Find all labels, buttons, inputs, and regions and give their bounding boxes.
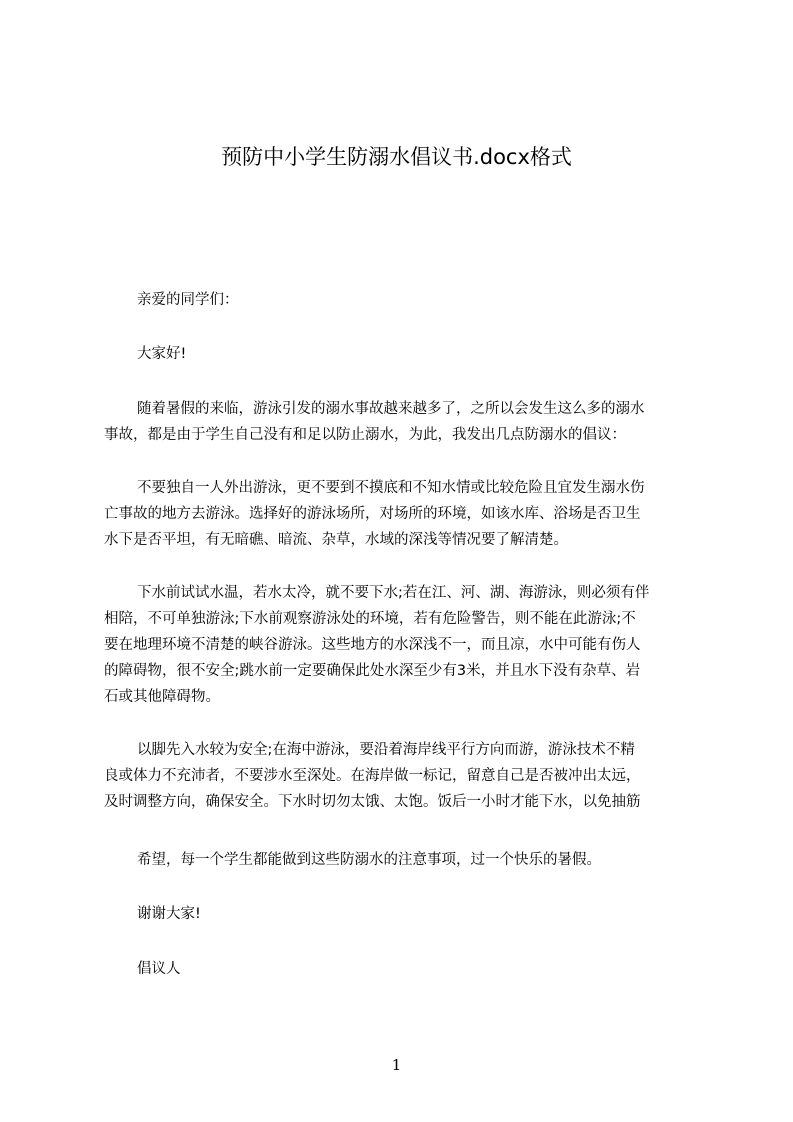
paragraph-intro — [104, 396, 704, 448]
paragraph-line: 良或体力不充沛者，不要涉水至深处。在海岸做一标记，留意自己是否被冲出太远， — [104, 768, 641, 784]
paragraph-line: 下水前试试水温，若水太冷，就不要下水;若在江、河、湖、海游泳，则必须有伴 — [137, 585, 650, 601]
paragraph-line: 不要独自一人外出游泳，更不要到不摸底和不知水情或比较危险且宜发生溺水伤 — [137, 480, 645, 496]
paragraph-line: 以脚先入水较为安全;在海中游泳，要沿着海岸线平行方向而游，游泳技术不精 — [137, 742, 635, 758]
paragraph-line: 石或其他障碍物。 — [104, 689, 220, 705]
thanks — [104, 901, 737, 927]
signature — [104, 956, 737, 982]
paragraph-line: 要在地理环境不清楚的峡谷游泳。这些地方的水深浅不一，而且凉，水中可能有伤人 — [104, 637, 641, 653]
paragraph-line: 相陪，不可单独游泳;下水前观察游泳处的环境，若有危险警告，则不能在此游泳;不 — [104, 611, 636, 627]
paragraph-line: 水下是否平坦，有无暗礁、暗流、杂草，水域的深浅等情况要了解清楚。 — [104, 532, 568, 548]
hope-text: 希望，每一个学生都能做到这些防溺水的注意事项，过一个快乐的暑假。 — [137, 852, 601, 868]
hope — [104, 847, 737, 873]
greeting-text: 亲爱的同学们： — [137, 292, 239, 308]
signature-text: 倡议人 — [137, 961, 181, 977]
greeting — [104, 287, 737, 313]
thanks-text: 谢谢大家! — [137, 906, 201, 922]
paragraph-line: 事故，都是由于学生自己没有和足以防止溺水，为此，我发出几点防溺水的倡议： — [104, 427, 626, 443]
paragraph-line: 随着暑假的来临，游泳引发的溺水事故越来越多了，之所以会发生这么多的溺水 — [137, 401, 645, 417]
paragraph-line: 的障碍物，很不安全;跳水前一定要确保此处水深至少有3米，并且水下没有杂草、岩 — [104, 663, 641, 679]
paragraph-water-check — [104, 580, 704, 710]
paragraph-safety — [104, 737, 704, 815]
paragraph-line: 亡事故的地方去游泳。选择好的游泳场所，对场所的环境，如该水库、浴场是否卫生 — [104, 506, 641, 522]
hello-text: 大家好! — [137, 346, 187, 362]
hello — [104, 341, 737, 367]
paragraph-line: 及时调整方向，确保安全。下水时切勿太饿、太饱。饭后一小时才能下水，以免抽筋 — [104, 794, 641, 810]
paragraph-location — [104, 475, 704, 553]
page-number: 1 — [391, 1056, 402, 1074]
document-title: 预防中小学生防溺水倡议书.docx格式 — [221, 145, 572, 169]
